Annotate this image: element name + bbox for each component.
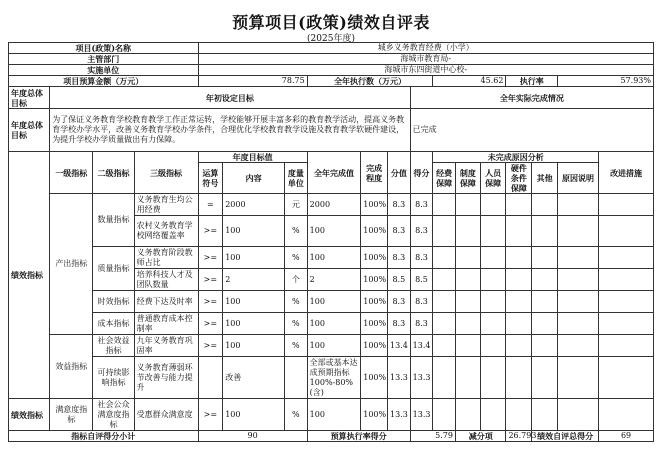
row-0-unit: 元 [285,194,308,216]
row-3-score: 8.5 [388,269,411,291]
row-1-completion: 100% [361,216,388,247]
reason-system-header: 制度保障 [455,163,480,194]
row-7-completion: 100% [361,357,388,399]
project-name-label: 项目(政策)名称 [9,43,199,54]
table-row [9,313,654,335]
row-1-content: 100 [223,216,285,247]
exec-score-value: 5.79 [410,431,455,442]
satisfaction-indicator-label: 满意度指标 [50,399,93,431]
row-3-completion: 100% [361,269,388,291]
row-5-unit: % [285,313,308,335]
row-5-content: 100 [223,313,285,335]
timeliness-indicator-label: 时效指标 [93,291,134,313]
row-4-got: 8.3 [410,291,433,313]
executed-label: 全年执行数（万元） [307,76,433,87]
row-6-name: 九年义务教育巩固率 [134,335,198,357]
operator-header: 运算符号 [198,163,223,194]
form-title: 预算项目(政策)绩效自评表 [232,13,430,32]
row-0-got: 8.3 [410,194,433,216]
execution-rate-value: 57.93% [557,76,653,87]
goals-row [9,109,654,152]
row-1-name: 农村义务教育学校网络覆盖率 [134,216,198,247]
social-benefit-label: 社会效益指标 [93,335,134,357]
table-row [9,247,654,269]
row-2-unit: % [285,247,308,269]
table-row [9,399,654,431]
project-name-value: 城乡义务教育经费（小学） [198,43,654,54]
evaluation-table [8,42,654,442]
row-4-completion: 100% [361,291,388,313]
budget-label: 项目预算金额（万元） [9,76,199,87]
unit-header: 度量单位 [285,163,308,194]
row-3-content: 2 [223,269,285,291]
row-5-op: >= [198,313,223,335]
row-8-actual: 100 [307,399,361,431]
goals-label: 年度总体目标 [9,109,50,152]
reason-hardware-header: 硬件条件保障 [506,163,532,194]
project-name-row [9,43,654,54]
reason-group-header: 未完成原因分析 [433,152,599,163]
unit-label: 实施单位 [9,65,199,76]
row-2-score: 8.3 [388,247,411,269]
row-6-actual: 100 [307,335,361,357]
row-8-name: 受惠群众满意度 [134,399,198,431]
row-8-got: 13.3 [410,399,433,431]
row-0-score: 8.3 [388,194,411,216]
got-header: 得分 [410,152,433,194]
unit-value: 海城市东四街道中心校- [198,65,654,76]
unit-row [9,65,654,76]
row-5-actual: 100 [307,313,361,335]
sustainable-impact-label: 可持续影响指标 [93,357,134,399]
table-row [9,291,654,313]
department-label: 主管部门 [9,54,199,65]
actual-value-header: 全年完成值 [307,152,361,194]
execution-rate-label: 执行率 [506,76,558,87]
row-7-actual: 全部或基本达成预期指标100%-80%(含) [307,357,361,399]
row-2-completion: 100% [361,247,388,269]
reason-funding-header: 经费保障 [433,163,456,194]
target-group-header: 年度目标值 [198,152,307,163]
cost-indicator-label: 成本指标 [93,313,134,335]
reason-personnel-header: 人员保障 [480,163,506,194]
row-0-name: 义务教育生均公用经费 [134,194,198,216]
actual-text: 已完成 [410,109,653,152]
perf-section-label-2: 绩效指标 [9,399,50,431]
indicator-header-row-1 [9,152,654,163]
goals-header-row [9,87,654,109]
row-3-name: 培养科技人才及团队数量 [134,269,198,291]
row-4-name: 经费下达及时率 [134,291,198,313]
department-value: 海城市教育局- [198,54,654,65]
reason-explanation-header: 原因说明 [557,163,598,194]
public-satisfaction-label: 社会公众满意度指标 [93,399,134,431]
row-3-op: >= [198,269,223,291]
row-7-content: 改善 [223,357,285,399]
department-row [9,54,654,65]
row-6-op: >= [198,335,223,357]
row-2-actual: 100 [307,247,361,269]
subtotal-label: 指标自评得分小计 [9,431,199,442]
row-7-score: 13.3 [388,357,411,399]
row-7-op [198,357,223,399]
plan-header: 年初设定目标 [50,87,410,109]
table-row [9,357,654,399]
completion-header: 完成程度 [361,152,388,194]
row-0-actual: 2000 [307,194,361,216]
level3-header: 三级指标 [134,152,198,194]
row-1-score: 8.3 [388,216,411,247]
deduction-label: 减分项 [455,431,505,442]
row-6-completion: 100% [361,335,388,357]
row-4-actual: 100 [307,291,361,313]
plan-text: 为了保证义务教育学校教育教学工作正常运转，学校能够开展丰富多彩的教育教学活动，提高义务教育学校办学水平，改善义务教育学校办学条件，合理优化学校教育教学设施及教育教学软硬件建设，为提升学校办学质量做出有力保障。 [50,109,410,152]
row-1-got: 8.3 [410,216,433,247]
row-3-got: 8.5 [410,269,433,291]
row-4-unit: % [285,291,308,313]
goals-header-label: 年度总体目标 [9,87,50,109]
total-score-label: 绩效自评总得分 [532,431,599,442]
row-6-got: 13.4 [410,335,433,357]
row-8-op: >= [198,399,223,431]
row-0-content: 2000 [223,194,285,216]
row-6-unit: % [285,335,308,357]
row-2-name: 义务教育阶段教师占比 [134,247,198,269]
row-3-actual: 2 [307,269,361,291]
row-1-unit: % [285,216,308,247]
perf-section-label: 绩效指标 [9,152,50,399]
output-indicator-label: 产出指标 [50,194,93,335]
level1-header: 一级指标 [50,152,93,194]
benefit-indicator-label: 效益指标 [50,335,93,399]
row-8-completion: 100% [361,399,388,431]
row-6-score: 13.4 [388,335,411,357]
score-header: 分值 [388,152,411,194]
row-4-score: 8.3 [388,291,411,313]
subtotal-value: 90 [198,431,307,442]
row-8-unit: % [285,399,308,431]
table-row [9,335,654,357]
row-6-content: 100 [223,335,285,357]
summary-row [9,431,654,442]
quantity-indicator-label: 数量指标 [93,194,134,247]
budget-row [9,76,654,87]
actual-header: 全年实际完成情况 [410,87,653,109]
exec-score-label: 预算执行率得分 [307,431,410,442]
row-2-content: 100 [223,247,285,269]
row-7-got: 13.3 [410,357,433,399]
reason-other-header: 其他 [532,163,558,194]
form-year: (2025年度) [307,34,355,44]
row-5-score: 8.3 [388,313,411,335]
level2-header: 二级指标 [93,152,134,194]
content-header: 内容 [223,163,285,194]
row-2-got: 8.3 [410,247,433,269]
measures-header: 改进措施 [599,152,654,194]
row-8-score: 13.3 [388,399,411,431]
row-5-got: 8.3 [410,313,433,335]
row-0-completion: 100% [361,194,388,216]
row-5-completion: 100% [361,313,388,335]
quality-indicator-label: 质量指标 [93,247,134,291]
row-2-op: >= [198,247,223,269]
row-7-unit [285,357,308,399]
row-1-actual: 100 [307,216,361,247]
row-3-unit: 个 [285,269,308,291]
total-score-value: 69 [599,431,654,442]
row-1-op: >= [198,216,223,247]
deduction-value: 26.793 [506,431,532,442]
budget-value: 78.75 [198,76,307,87]
row-7-name: 义务教育薄弱环节改善与能力提升 [134,357,198,399]
row-4-op: >= [198,291,223,313]
row-0-op: = [198,194,223,216]
table-row [9,194,654,216]
row-4-content: 100 [223,291,285,313]
row-8-content: 100 [223,399,285,431]
executed-value: 45.62 [433,76,506,87]
row-5-name: 普通教育成本控制率 [134,313,198,335]
